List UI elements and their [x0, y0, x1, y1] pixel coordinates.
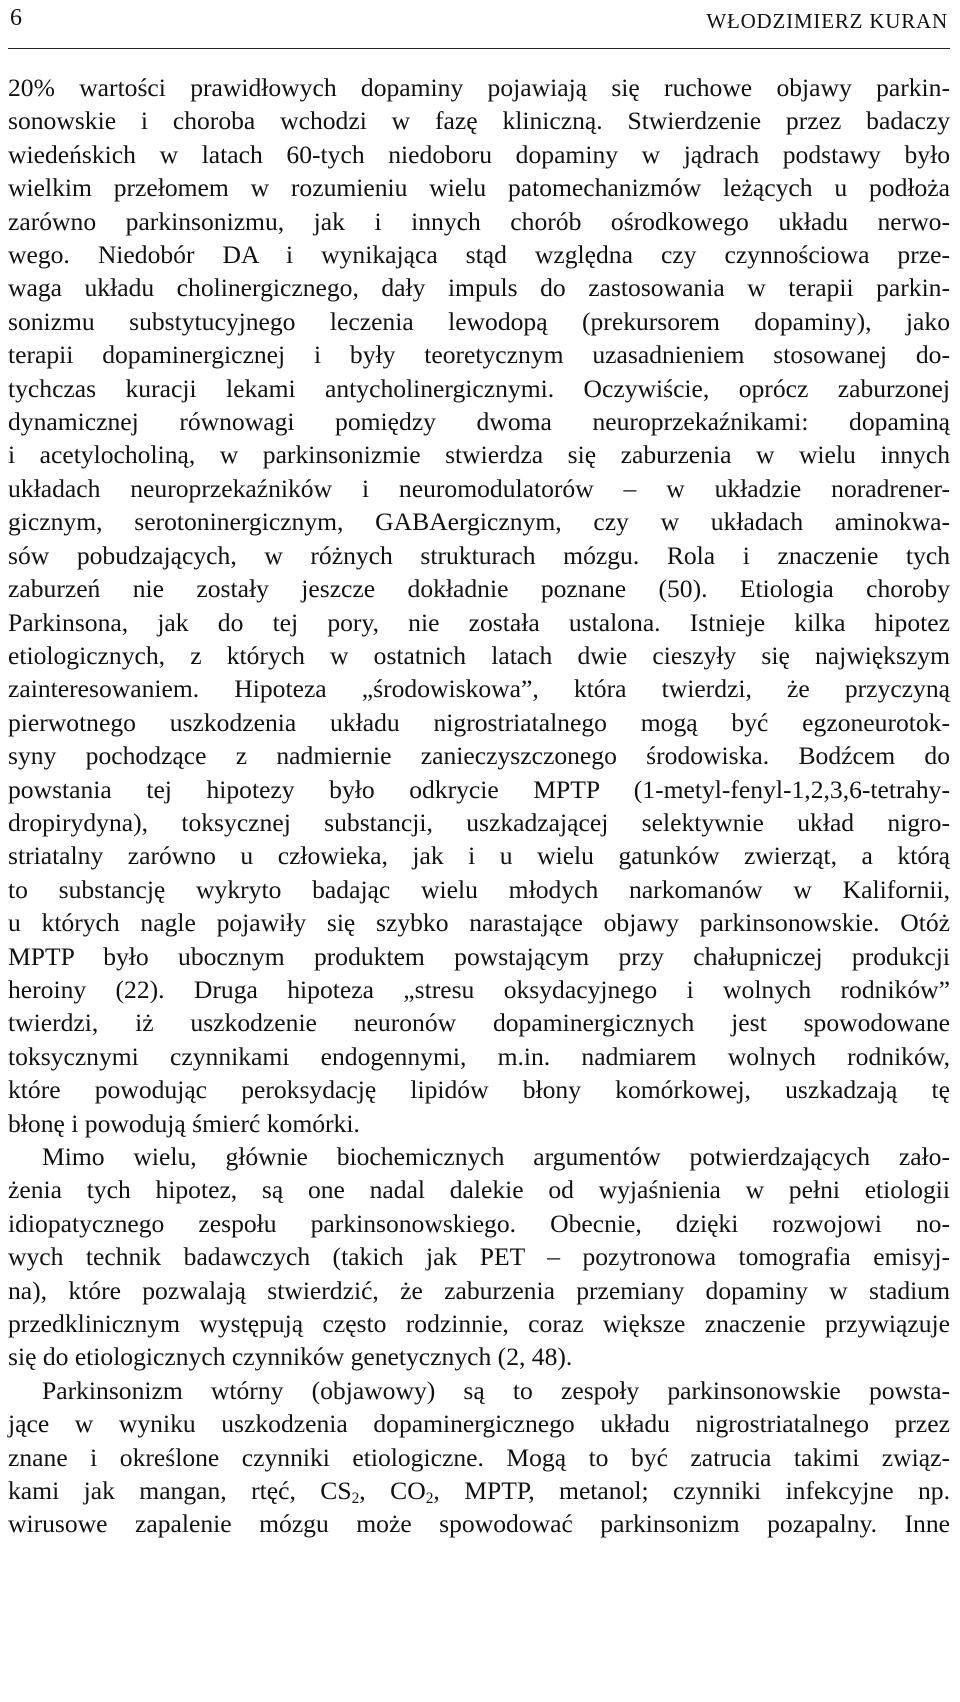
page-number: 6 [10, 5, 22, 31]
text-line: wielkim przełomem w rozumieniu wielu patomechanizmów leżących u podłoża [8, 173, 950, 203]
text-line: żenia tych hipotez, są one nadal dalekie od wyjaśnienia w pełni etiologii [8, 1175, 950, 1205]
text-line: idiopatycznego zespołu parkinsonowskiego. Obecnie, dzięki rozwojowi no- [8, 1208, 950, 1238]
text-line: gicznym, serotoninergicznym, GABAergicznym, czy w układach aminokwa- [8, 507, 950, 537]
text-line: zaburzeń nie zostały jeszcze dokładnie poznane (50). Etiologia choroby [8, 574, 950, 604]
text-line: znane i określone czynniki etiologiczne. Mogą to być zatrucia takimi związ- [8, 1442, 950, 1472]
text-line: waga układu cholinergicznego, dały impuls do zastosowania w terapii parkin- [8, 273, 950, 303]
text-line: Parkinsona, jak do tej pory, nie została ustalona. Istnieje kilka hipotez [8, 607, 950, 637]
text-line: sonizmu substytucyjnego leczenia lewodopą (prekursorem dopaminy), jako [8, 306, 950, 336]
text-line: wego. Niedobór DA i wynikająca stąd względna czy czynnościowa prze- [8, 240, 950, 270]
text-line: striatalny zarówno u człowieka, jak i u wielu gatunków zwierząt, a którą [8, 841, 950, 871]
running-head-author: WŁODZIMIERZ KURAN [706, 9, 948, 33]
text-line: wych technik badawczych (takich jak PET – pozytronowa tomografia emisyj- [8, 1242, 950, 1272]
text-line: pierwotnego uszkodzenia układu nigrostriatalnego mogą być egzoneurotok- [8, 707, 950, 737]
subscript: 2 [425, 1490, 434, 1508]
text-line: to substancję wykryto badając wielu młodych narkomanów w Kalifornii, [8, 874, 950, 904]
text-line: dynamicznej równowagi pomiędzy dwoma neuroprzekaźnikami: dopaminą [8, 407, 950, 437]
text-line: powstania tej hipotezy było odkrycie MPTP (1-metyl-fenyl-1,2,3,6-tetrahy- [8, 774, 950, 804]
running-head [8, 0, 950, 49]
text-line-paragraph-start: Mimo wielu, głównie biochemicznych argumentów potwierdzających zało- [42, 1142, 950, 1171]
text-line: terapii dopaminergicznej i były teoretycznym uzasadnieniem stosowanej do- [8, 340, 950, 370]
text-line: wiedeńskich w latach 60-tych niedoboru dopaminy w jądrach podstawy było [8, 139, 950, 169]
text-line: sów pobudzających, w różnych strukturach mózgu. Rola i znaczenie tych [8, 540, 950, 570]
text-fragment: , CO [359, 1476, 426, 1506]
text-line: na), które pozwalają stwierdzić, że zaburzenia przemiany dopaminy w stadium [8, 1275, 950, 1305]
text-line: i acetylocholiną, w parkinsonizmie stwierdza się zaburzenia w wielu innych [8, 440, 950, 470]
body-text [8, 71, 950, 1541]
text-line: dropirydyna), toksycznej substancji, uszkadzającej selektywnie układ nigro- [8, 807, 950, 837]
text-line: zarówno parkinsonizmu, jak i innych chorób ośrodkowego układu nerwo- [8, 206, 950, 236]
text-line: 20% wartości prawidłowych dopaminy pojawiają się ruchowe objawy parkin- [8, 73, 950, 102]
text-line-paragraph-end: się do etiologicznych czynników genetycznych (2, 48). [8, 1342, 573, 1372]
text-line: etiologicznych, z których w ostatnich latach dwie cieszyły się największym [8, 640, 950, 670]
text-line: przedklinicznym występują często rodzinnie, coraz większe znaczenie przywiązuje [8, 1309, 950, 1339]
text-fragment: kami jak mangan, rtęć, CS [8, 1476, 352, 1506]
text-line: toksycznymi czynnikami endogennymi, m.in. nadmiarem wolnych rodników, [8, 1041, 950, 1071]
text-line: układach neuroprzekaźników i neuromodulatorów – w układzie noradrener- [8, 473, 950, 503]
page [8, 0, 950, 1541]
text-line-paragraph-start: Parkinsonizm wtórny (objawowy) są to zespoły parkinsonowskie powsta- [42, 1375, 950, 1405]
text-line-paragraph-end: błonę i powodują śmierć komórki. [8, 1108, 360, 1138]
text-line: wirusowe zapalenie mózgu może spowodować parkinsonizm pozapalny. Inne [8, 1509, 950, 1539]
text-line: MPTP było ubocznym produktem powstającym przy chałupniczej produkcji [8, 941, 950, 971]
text-line: jące w wyniku uszkodzenia dopaminergicznego układu nigrostriatalnego przez [8, 1409, 950, 1439]
text-line: u których nagle pojawiły się szybko narastające objawy parkinsonowskie. Otóż [8, 908, 950, 938]
text-line-with-subscripts [8, 1474, 950, 1507]
subscript: 2 [351, 1490, 360, 1508]
text-line: twierdzi, iż uszkodzenie neuronów dopaminergicznych jest spowodowane [8, 1008, 950, 1038]
text-line: które powodując peroksydację lipidów błony komórkowej, uszkadzają tę [8, 1075, 950, 1105]
text-line: zainteresowaniem. Hipoteza „środowiskowa”, która twierdzi, że przyczyną [8, 674, 950, 704]
text-fragment: , MPTP, metanol; czynniki infekcyjne np. [433, 1476, 950, 1506]
text-line: sonowskie i choroba wchodzi w fazę kliniczną. Stwierdzenie przez badaczy [8, 106, 950, 136]
text-line: syny pochodzące z nadmiernie zanieczyszczonego środowiska. Bodźcem do [8, 741, 950, 771]
text-line: heroiny (22). Druga hipoteza „stresu oksydacyjnego i wolnych rodników” [8, 974, 950, 1004]
text-line: tychczas kuracji lekami antycholinergicznymi. Oczywiście, oprócz zaburzonej [8, 373, 950, 403]
